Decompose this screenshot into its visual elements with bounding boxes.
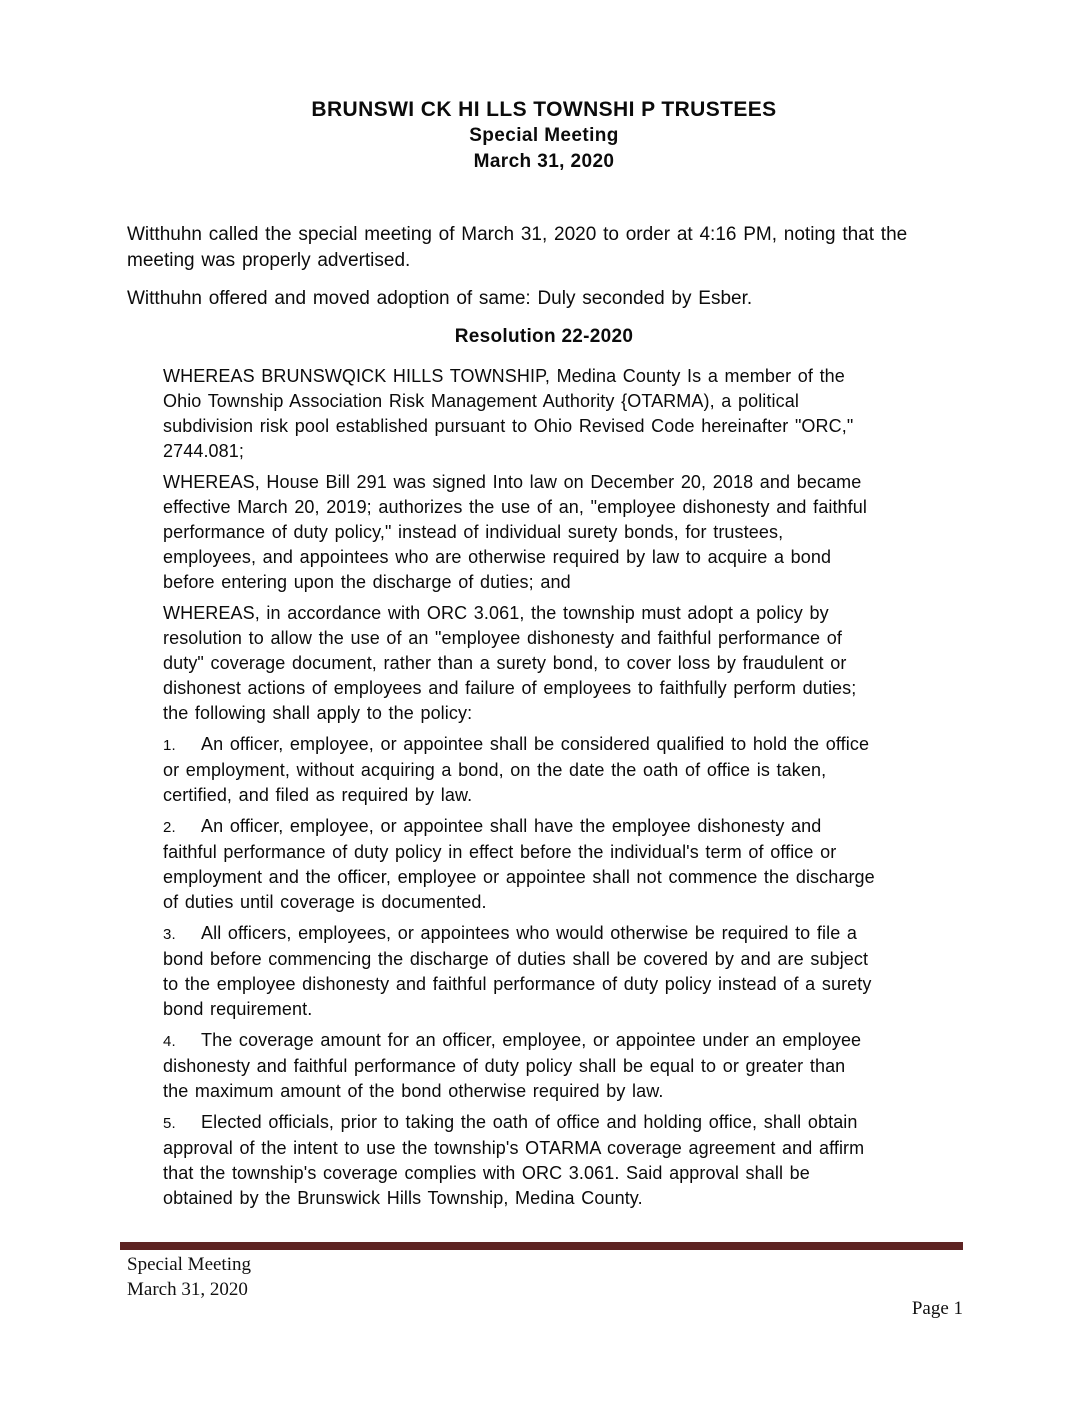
item-text: All officers, employees, or appointees who would otherwise be required to file a bond before commencing the discharge of duties shall be covered by and are subject to the employee dishonesty and faithful performance of duty policy instead of a surety bond requirement. (163, 923, 872, 1019)
footer-rule (120, 1242, 963, 1250)
numbered-item-1 (163, 732, 875, 808)
document-footer (127, 1252, 251, 1302)
resolution-body (163, 364, 875, 1217)
item-number: 5. (163, 1115, 176, 1132)
item-text: An officer, employee, or appointee shall have the employee dishonesty and faithful performance of duty policy in effect before the individual's term of office or employment and the officer, employee or appointee shall not commence the discharge of duties until coverage is documented. (163, 816, 875, 912)
item-text: An officer, employee, or appointee shall be considered qualified to hold the office or employment, without acquiring a bond, on the date the oath of office is taken, certified, and filed as required by law. (163, 734, 870, 805)
paragraph-motion: Witthuhn offered and moved adoption of same: Duly seconded by Esber. (127, 288, 753, 309)
numbered-item-5 (163, 1110, 875, 1211)
item-number: 3. (163, 926, 176, 943)
item-number: 1. (163, 737, 176, 754)
item-text: Elected officials, prior to taking the oath of office and holding office, shall obtain approval of the intent to use the township's OTARMA coverage agreement and affirm that the township's coverage complies with ORC 3.061. Said approval shall be obtained by the Brunswick Hills Township, Medina County. (163, 1112, 865, 1208)
footer-date: March 31, 2020 (127, 1279, 248, 1300)
numbered-item-3 (163, 921, 875, 1022)
item-number: 4. (163, 1033, 176, 1050)
numbered-item-4 (163, 1028, 875, 1104)
page-number: Page 1 (911, 1298, 963, 1319)
numbered-item-2 (163, 814, 875, 915)
whereas-paragraph-3: WHEREAS, in accordance with ORC 3.061, the township must adopt a policy by resolution to allow the use of an "employee dishonesty and faithful performance of duty" coverage document, rather than a surety bond, to cover loss by fraudulent or dishonest actions of employees and failure of employees to faithfully perform duties; the following shall apply to the policy: (163, 603, 857, 723)
whereas-paragraph-2: WHEREAS, House Bill 291 was signed Into law on December 20, 2018 and became effective March 20, 2019; authorizes the use of an, "employee dishonesty and faithful performance of duty policy," instead of individual surety bonds, for trustees, employees, and appointees who are otherwise required by law to acquire a bond before entering upon the discharge of duties; and (163, 472, 867, 592)
paragraph-call-to-order: Witthuhn called the special meeting of March 31, 2020 to order at 4:16 PM, noting that the meeting was properly advertised. (127, 224, 908, 271)
document-subtitle: Special Meeting (469, 125, 619, 146)
document-title: BRUNSWI CK HI LLS TOWNSHI P TRUSTEES (311, 98, 777, 121)
whereas-paragraph-1: WHEREAS BRUNSWQICK HILLS TOWNSHIP, Medina County Is a member of the Ohio Township Association Risk Management Authority {OTARMA), a political subdivision risk pool established pursuant to Ohio Revised Code hereinafter "ORC," 2744.081; (163, 366, 854, 461)
document-date: March 31, 2020 (473, 151, 615, 172)
resolution-heading: Resolution 22-2020 (454, 326, 634, 347)
item-number: 2. (163, 819, 176, 836)
document-header (0, 96, 1088, 175)
item-text: The coverage amount for an officer, employee, or appointee under an employee dishonesty and faithful performance of duty policy shall be equal to or greater than the maximum amount of the bond otherwise required by law. (163, 1030, 862, 1101)
footer-meeting-type: Special Meeting (127, 1254, 251, 1275)
